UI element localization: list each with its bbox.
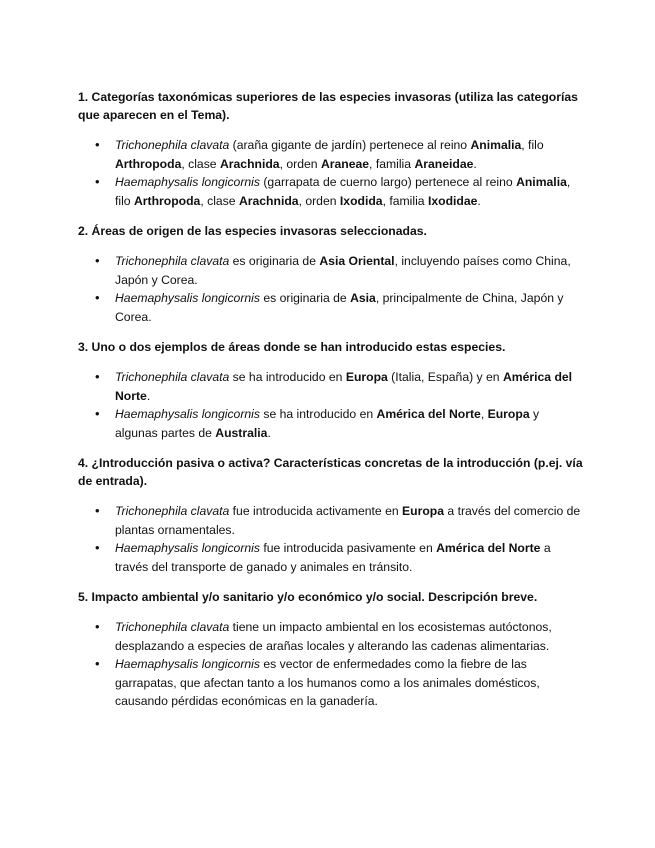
section-heading-3: 3. Uno o dos ejemplos de áreas donde se han introducido estas especies.: [78, 340, 506, 354]
highlighted-term: Arachnida: [238, 193, 299, 208]
species-name: Haemaphysalis longicornis: [115, 541, 260, 555]
text-run: fue introducida pasivamente en: [259, 541, 437, 555]
text-run: se ha introducido en: [229, 370, 346, 384]
text-run: , clase: [200, 193, 239, 208]
highlighted-term: Europa: [487, 407, 530, 421]
text-run: , filo: [115, 175, 571, 208]
text-run: fue introducida activamente en: [229, 504, 403, 518]
bullet-list-5: [78, 618, 585, 711]
highlighted-term: Animalia: [470, 138, 522, 152]
section-heading-2: 2. Áreas de origen de las especies invasoras seleccionadas.: [78, 224, 427, 238]
species-name: Haemaphysalis longicornis: [115, 657, 260, 671]
highlighted-term: América del Norte: [436, 541, 541, 555]
text-run: , orden: [298, 193, 340, 208]
text-run: es originaria de: [229, 254, 320, 268]
highlighted-term: Animalia: [516, 175, 567, 189]
list-item: [78, 368, 585, 405]
document-body: [78, 88, 585, 711]
highlighted-term: Ixodidae: [427, 193, 478, 208]
bullet-list-1: [78, 136, 585, 210]
highlighted-term: Europa: [345, 370, 388, 384]
text-run: (araña gigante de jardín) pertenece al reino: [229, 138, 471, 152]
text-run: , principalmente de China, Japón y Corea.: [115, 291, 564, 324]
list-item: [78, 289, 585, 326]
species-name: Haemaphysalis longicornis: [115, 407, 260, 421]
text-run: , clase: [181, 156, 220, 171]
text-run: y algunas partes de: [115, 407, 540, 440]
section-heading-1: 1. Categorías taxonómicas superiores de las especies invasoras (utiliza las categorías que aparecen en el Tema).: [78, 90, 578, 122]
text-run: es vector de enfermedades como la fiebre de las garrapatas, que afectan tanto a los humanos como a los animales domésticos, causando pérdidas económicas en la ganadería.: [115, 657, 540, 708]
text-run: a través del transporte de ganado y animales en tránsito.: [115, 541, 551, 574]
section-heading-5: 5. Impacto ambiental y/o sanitario y/o económico y/o social. Descripción breve.: [78, 590, 538, 604]
species-name: Haemaphysalis longicornis: [115, 291, 260, 305]
highlighted-term: Araneae: [320, 156, 370, 171]
text-run: .: [267, 425, 271, 440]
highlighted-term: Asia Oriental: [319, 254, 395, 268]
list-item: [78, 136, 585, 173]
text-run: se ha introducido en: [259, 407, 377, 421]
highlighted-term: Arachnida: [219, 156, 280, 171]
text-run: (Italia, España) y en: [387, 370, 503, 384]
highlighted-term: América del Norte: [376, 407, 481, 421]
species-name: Trichonephila clavata: [115, 504, 230, 518]
species-name: Haemaphysalis longicornis: [115, 175, 260, 189]
list-item: [78, 405, 585, 442]
section-heading-4: 4. ¿Introducción pasiva o activa? Características concretas de la introducción (p.ej. vía de entrada).: [78, 456, 583, 488]
highlighted-term: Europa: [402, 504, 445, 518]
species-name: Trichonephila clavata: [115, 254, 230, 268]
highlighted-term: Arthropoda: [133, 193, 201, 208]
species-name: Trichonephila clavata: [115, 620, 230, 634]
text-run: .: [473, 156, 477, 171]
bullet-list-3: [78, 368, 585, 442]
text-run: .: [146, 388, 151, 403]
text-run: , orden: [279, 156, 321, 171]
highlighted-term: Asia: [350, 291, 376, 305]
highlighted-term: Arthropoda: [115, 156, 182, 171]
text-run: (garrapata de cuerno largo) pertenece al reino: [259, 175, 517, 189]
bullet-list-2: [78, 252, 585, 326]
highlighted-term: Araneidae: [414, 156, 474, 171]
list-item: [78, 502, 585, 539]
text-run: , familia: [369, 156, 415, 171]
text-run: ,: [480, 407, 488, 421]
highlighted-term: Australia: [215, 425, 268, 440]
list-item: [78, 655, 585, 711]
text-run: , incluyendo países como China, Japón y Corea.: [115, 254, 571, 287]
text-run: a través del comercio de plantas ornamentales.: [115, 504, 581, 537]
text-run: tiene un impacto ambiental en los ecosistemas autóctonos, desplazando a especies de arañas locales y alterando las cadenas alimentarias.: [115, 620, 552, 653]
bullet-list-4: [78, 502, 585, 576]
highlighted-term: América del Norte: [115, 370, 573, 403]
list-item: [78, 173, 585, 210]
text-run: es originaria de: [259, 291, 351, 305]
highlighted-term: Ixodida: [339, 193, 383, 208]
list-item: [78, 618, 585, 655]
list-item: [78, 252, 585, 289]
list-item: [78, 539, 585, 576]
text-run: .: [477, 193, 481, 208]
species-name: Trichonephila clavata: [115, 370, 230, 384]
text-run: , filo: [521, 138, 544, 152]
text-run: , familia: [382, 193, 428, 208]
species-name: Trichonephila clavata: [115, 138, 230, 152]
